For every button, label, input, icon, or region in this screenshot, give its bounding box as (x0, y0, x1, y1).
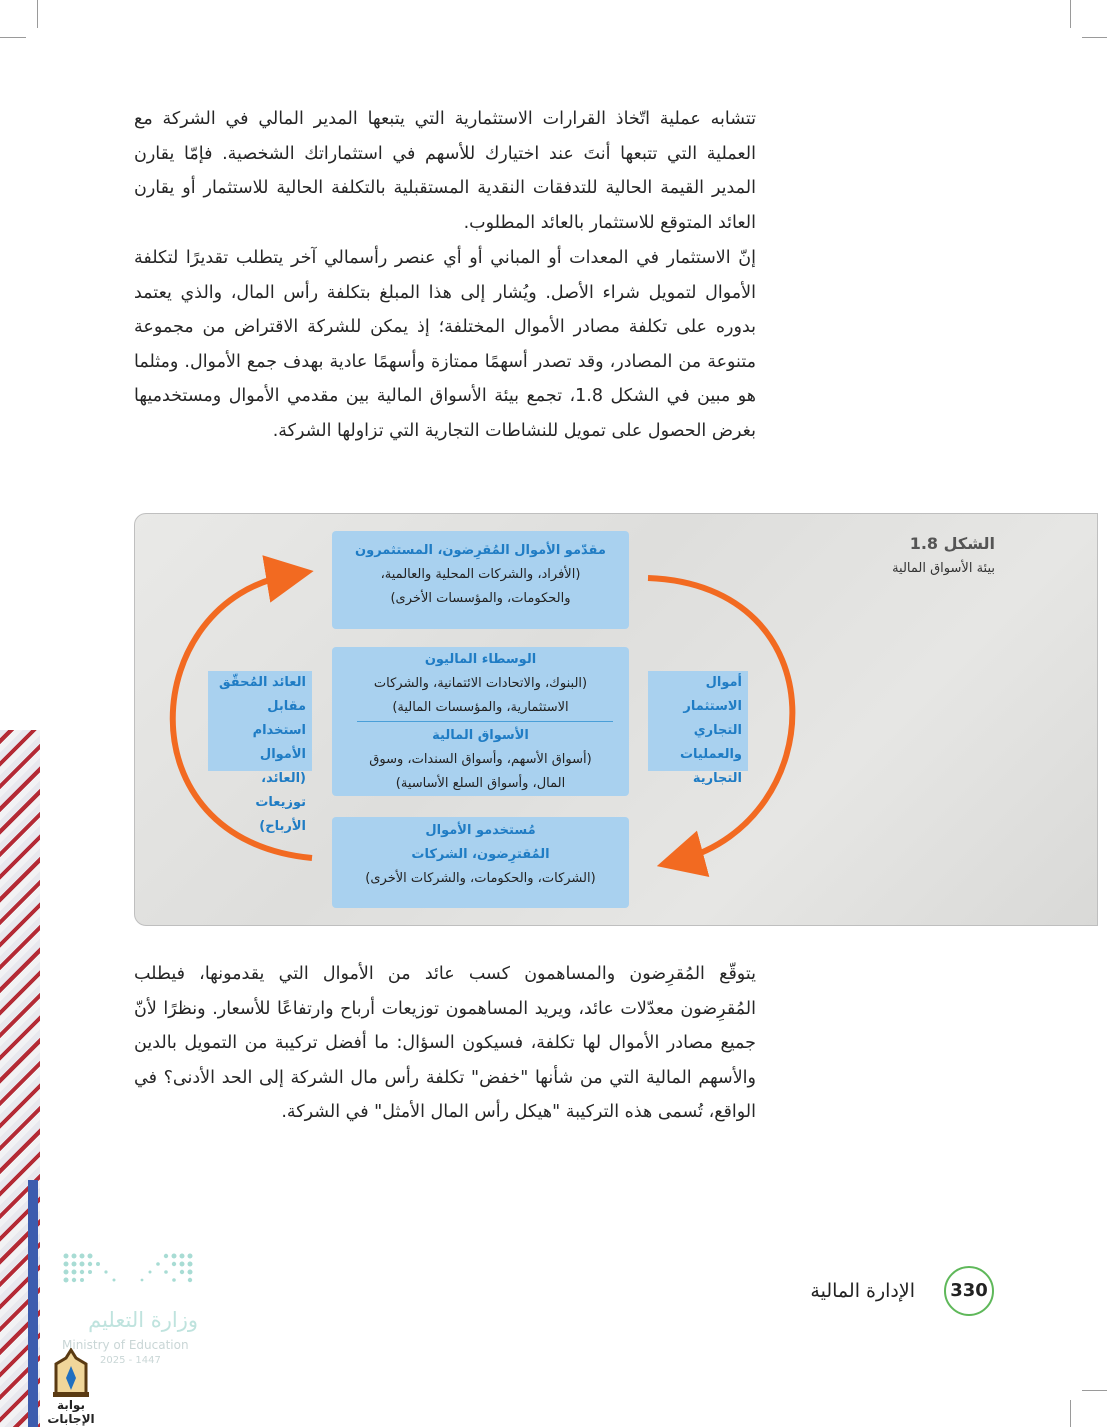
book-title: الإدارة المالية (810, 1280, 915, 1302)
markets-line: (أسواق الأسهم، وأسواق السندات، وسوق (369, 752, 592, 767)
edition-year: 2025 - 1447 (100, 1355, 161, 1366)
returns-line: الأموال (العائد، (259, 747, 306, 786)
intermediaries-heading: الوسطاء الماليون (424, 652, 537, 667)
investment-funds-line: والعمليات (679, 747, 742, 762)
returns-line: العائد المُحقّق (219, 675, 306, 690)
investment-funds-line: أموال الاستثمار (683, 675, 742, 714)
returns-line: مقابل استخدام (252, 699, 306, 738)
intermediaries-line: الاستثمارية، والمؤسسات المالية) (392, 700, 569, 715)
investment-funds-line: التجارية (692, 771, 742, 786)
lantern-logo-icon (46, 1348, 96, 1400)
investment-funds-line: التجاري (693, 723, 742, 738)
users-heading: مُستخدمو الأموال (425, 823, 536, 838)
middle-box-divider (357, 721, 613, 722)
users-line: (الشركات، والحكومات، والشركات الأخرى) (365, 871, 596, 886)
crop-mark (1070, 1400, 1071, 1427)
users-box (332, 817, 629, 908)
paragraph-cost-of-capital: إنّ الاستثمار في المعدات أو المباني أو أي عنصر رأسمالي آخر يتطلب تقديرًا لتكلفة الأموال لتمويل شراء الأصل. ويُشار إلى هذا المبلغ بتكلفة رأس المال، والذي يعتمد بدوره على تكلفة مصادر الأموال المختلفة؛ إذ يمكن للشركة الاقتراض من مجموعة متنوعة من المصادر، وقد تصدر أسهمًا ممتازة وأسهمًا عادية بهدف جمع الأموال. ومثلما هو مبين في الشكل 1.8، تجمع بيئة الأسواق المالية بين مقدمي الأموال ومستخدميها بغرض الحصول على تمويل للنشاطات التجارية التي تزاولها الشركة. (134, 248, 756, 441)
crop-mark (37, 0, 38, 28)
decorative-side-band (28, 1180, 38, 1427)
crop-mark (0, 37, 26, 38)
paragraph-optimal-capital-structure: يتوقّع المُقرِضون والمساهمون كسب عائد من الأموال التي يقدمونها، فيطلب المُقرِضون معدّلات عائد، ويريد المساهمون توزيعات أرباح وارتفاعًا للأسعار. ونظرًا لأنّ جميع مصادر الأموال لها تكلفة، فسيكون السؤال: ما أفضل تركيبة من التمويل بالدين والأسهم المالية التي من شأنها "خفض" تكلفة رأس مال الشركة إلى الحد الأدنى؟ في الواقع، تُسمى هذه التركيبة "هيكل رأس المال الأمثل" في الشركة. (134, 964, 756, 1123)
figure-subtitle: بيئة الأسواق المالية (892, 561, 995, 576)
intermediaries-line: (البنوك، والاتحادات الائتمانية، والشركات (373, 676, 588, 691)
providers-box (332, 531, 629, 629)
site-label: بوابة الإجابات (47, 1398, 95, 1426)
markets-heading: الأسواق المالية (432, 728, 529, 743)
crop-mark (1082, 37, 1107, 38)
providers-heading: مقدّمو الأموال المُقرِضون، المستثمرون (355, 543, 606, 558)
figure-title: الشكل 1.8 (909, 534, 995, 553)
ministry-name-arabic: وزارة التعليم (88, 1308, 198, 1332)
markets-line: المال، وأسواق السلع الأساسية) (395, 776, 566, 791)
returns-line: توزيعات الأرباح) (255, 795, 306, 834)
returns-box (208, 671, 312, 834)
users-heading: المُقترِضون، الشركات (411, 847, 550, 862)
ministry-name-english: Ministry of Education (62, 1338, 189, 1352)
crop-mark (1082, 1390, 1107, 1391)
page-number: 330 (944, 1266, 994, 1316)
paragraph-investment-decisions: تتشابه عملية اتّخاذ القرارات الاستثمارية التي يتبعها المدير المالي في الشركة مع العملية التي تتبعها أنتَ عند اختيارك للأسهم في استثماراتك الشخصية. فإمّا يقارن المدير القيمة الحالية للتدفقات النقدية المستقبلية بالتكلفة الحالية للاستثمار أو يقارن العائد المتوقع للاستثمار بالعائد المطلوب. (134, 109, 756, 233)
ministry-logo-dots (60, 1250, 200, 1295)
providers-line: (الأفراد، والشركات المحلية والعالمية، (380, 567, 581, 582)
providers-line: والحكومات، والمؤسسات الأخرى) (390, 591, 571, 606)
investment-funds-box (648, 671, 748, 786)
crop-mark (1070, 0, 1071, 28)
